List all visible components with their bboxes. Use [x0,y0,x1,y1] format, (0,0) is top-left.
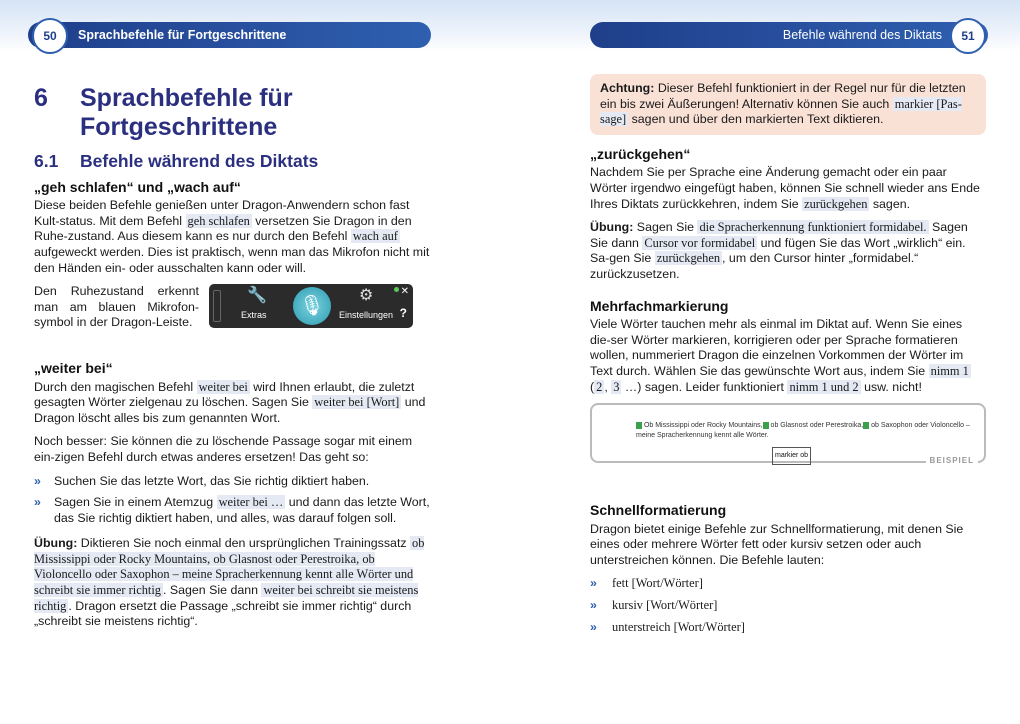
section-heading [34,151,432,171]
text: . Dragon ersetzt die Passage „schreibt sie immer richtig“ durch „schreibt sie meistens richtig“. [34,598,412,629]
command-formidabel: die Spracherkennung funktioniert formidabel. [699,220,927,235]
command-training-sentence: ob Mississippi oder Rocky Mountains, ob Glasnost oder Perestroika, ob Violoncello oder Saxophon – meine Spracherkennung kennt alle Wörter und schreibt sie immer richtig [34,536,425,598]
text: Sagen Sie [633,220,698,235]
chapter-title-line2: Fortgeschrittene [80,113,278,141]
command-2: 2 [596,379,603,394]
command-cursor-vor: Cursor vor formidabel [644,235,756,250]
text: und fügen Sie das Wort „wirklich“ ein. Sa-gen Sie [590,235,966,266]
warning-box [590,74,986,135]
section-title: Befehle während des Diktats [80,151,319,171]
command-weiter-bei-wort: weiter bei [Wort] [314,395,400,410]
chevron-right-icon: » [34,495,41,510]
text: versetzen Sie Dragon in den Ruhe-zustand. Aus diesem kann es nur durch den Befehl [34,213,412,244]
heading-mehrfachmarkierung: Mehrfachmarkierung [590,297,729,314]
exercise-right [590,220,986,282]
command-geh-schlafen: geh schlafen [187,213,250,228]
text: Ob Mississippi oder Rocky Mountains, [642,422,763,430]
command-unterstreich: unterstreich [Wort/Wörter] [612,619,745,634]
chapter-number: 6 [34,84,48,112]
text: aufgeweckt werden. Dies ist praktisch, wenn man das Mikrofon nicht mit den Händen ein- oder ausschalten kann oder will. [34,244,430,275]
paragraph-mehrfachmarkierung [590,317,986,395]
toolbar-grip[interactable] [213,290,221,322]
running-title-right: Befehle während des Diktats [782,28,942,42]
example-text [636,421,970,441]
text: usw. nicht! [860,379,922,394]
command-zurueckgehen: zurückgehen [804,196,868,211]
settings-label[interactable]: Einstellungen [339,310,394,321]
example-box [590,403,986,463]
page-number-right: 51 [950,18,986,54]
gear-icon[interactable]: ⚙ [359,287,374,305]
command-zurueckgehen-2: zurückgehen [656,251,721,266]
list-item-text [54,495,432,526]
text: , um den Cursor hinter „formidabel.“ zurückzusetzen. [590,251,919,281]
section-number: 6.1 [34,151,59,171]
text: und Dragon löscht alles bis zum genannten Wort. [34,395,426,425]
dragon-toolbar [209,284,413,328]
command-kursiv: kursiv [Wort/Wörter] [612,598,718,613]
close-icon[interactable]: ✕ [400,286,409,298]
list-item [590,576,986,592]
command-nimm-1-und-2: nimm 1 und 2 [789,379,859,394]
text: Viele Wörter tauchen mehr als einmal im Diktat auf. Wenn Sie eines die-ser Wörter markieren, korrigieren oder per Sprache formatieren wollen, nummeriert Dragon die einzelnen Vorkommen der Wörter im Text durch. Wählen Sie das gewünschte Wort aus, indem Sie [590,317,964,378]
text: Sagen Sie in einem Atemzug [54,495,217,510]
heading-zurueckgehen: „zurückgehen“ [590,145,691,162]
command-weiter-bei-ellipsis: weiter bei … [218,495,284,510]
paragraph-zurueckgehen [590,165,986,212]
help-icon[interactable]: ? [399,306,407,321]
text: …) sagen. Leider funktioniert [621,379,788,394]
list-item [590,620,986,636]
exercise-label: Übung: [590,220,634,235]
text: Dieser Befehl funktioniert in der Regel nur für die letzten ein bis zwei Äußerungen! Alternativ können Sie auch [600,81,966,111]
chevron-right-icon: » [590,619,597,634]
paragraph-sleep-state: Den Ruhezustand erkennt man am blauen Mikrofon-symbol in der Dragon-Leiste. [34,284,199,330]
chevron-right-icon: » [590,576,597,591]
chapter-heading [34,84,432,142]
text: , [604,379,612,394]
right-page-column [590,80,986,641]
text: und dann das letzte Wort, das Sie richtig diktiert haben, und alles, was darauf folgen soll. [54,495,430,525]
text: meine Spracherkennung kennt alle Wörter. [636,432,769,440]
text: wird Ihnen erlaubt, die zuletzt gesagten Wörter zielgenau zu löschen. Sagen Sie [34,379,415,410]
running-title-left: Sprachbefehle für Fortgeschrittene [78,28,287,42]
text: Diese beiden Befehle genießen unter Dragon-Anwendern schon fast Kult-status. Mit dem Befehl [34,198,410,228]
text: ob Saxophon oder Violoncello – [869,422,970,430]
heading-sleep-wake: „geh schlafen“ und „wach auf“ [34,178,241,195]
command-markier: markier [Pas-sage] [600,96,962,127]
chevron-right-icon: » [590,598,597,613]
heading-schnellformatierung: Schnellformatierung [590,502,727,519]
toolbar-figure [34,284,432,331]
text: Durch den magischen Befehl [34,379,197,394]
paragraph-schnellformatierung: Dragon bietet einige Befehle zur Schnellformatierung, mit denen Sie eines oder mehrere Wörter fett oder kursiv setzen oder auch unterstreichen können. Die Befehle lauten: [590,521,964,567]
list-item [34,495,432,526]
command-weiter-bei-meistens: weiter bei schreibt sie meistens richtig [34,583,419,613]
paragraph-weiter-bei [34,380,432,427]
chapter-title-line1: Sprachbefehle für [80,84,293,112]
exercise-left [34,536,432,630]
text: ( [590,379,595,394]
status-dot-icon [394,287,399,292]
text: sagen und über den markierten Text diktieren. [628,112,884,127]
list-item [590,598,986,614]
command-3: 3 [613,379,620,394]
list-item-text: Suchen Sie das letzte Wort, das Sie richtig diktiert haben. [54,473,370,488]
command-wach-auf: wach auf [352,229,398,244]
command-fett: fett [Wort/Wörter] [612,576,703,591]
example-command-input[interactable]: markier ob [772,447,811,465]
text: sagen. [869,196,911,211]
list-item [34,474,432,490]
heading-weiter-bei: „weiter bei“ [34,359,113,376]
microphone-icon[interactable]: 🎙 [293,287,331,325]
text: Sagen Sie dann [590,220,968,250]
wrench-icon[interactable]: 🔧 [247,287,267,305]
left-page-header [28,22,431,48]
extras-label[interactable]: Extras [241,310,267,321]
warning-label: Achtung: [600,81,655,95]
page-number-left: 50 [32,18,68,54]
command-nimm-1: nimm 1 [930,363,969,378]
text: Nachdem Sie per Sprache eine Änderung gemacht oder ein paar Wörter irgendwo eingefügt haben, können Sie schnell wieder ans Ende Ihres Diktats zurückkehren, indem Sie [590,165,980,211]
text: ob Glasnost oder Perestroika, [768,422,864,430]
left-page-column [34,80,432,638]
chevron-right-icon: » [34,473,41,488]
paragraph-sleep-wake [34,198,432,276]
chapter-title [80,84,293,142]
text: Diktieren Sie noch einmal den ursprünglichen Trainingssatz [77,536,411,551]
right-page-header [590,22,988,48]
exercise-label: Übung: [34,536,78,551]
paragraph-noch-besser: Noch besser: Sie können die zu löschende Passage sogar mit einem ein-zigen Befehl durch etwas anderes ersetzen! Das geht so: [34,434,413,464]
example-label: BEISPIEL [926,453,978,469]
text: . Sagen Sie dann [162,583,262,598]
command-weiter-bei: weiter bei [198,379,248,394]
